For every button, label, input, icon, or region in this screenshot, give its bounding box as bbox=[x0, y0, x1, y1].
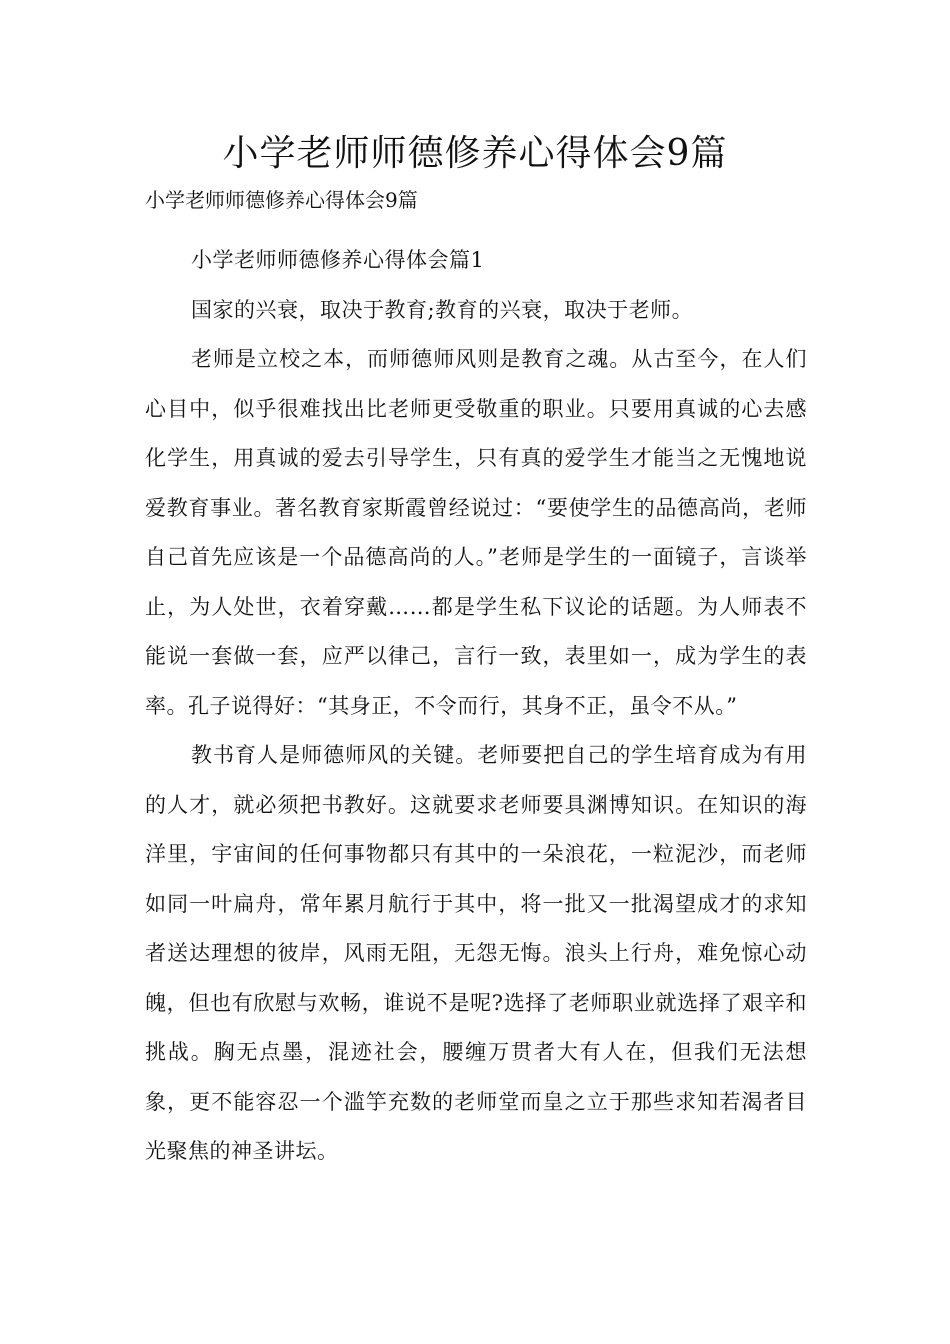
document-title: 小学老师师德修养心得体会9篇 bbox=[222, 133, 728, 174]
document-subtitle: 小学老师师德修养心得体会9篇 bbox=[145, 188, 418, 212]
section-heading: 小学老师师德修养心得体会篇1 bbox=[191, 248, 485, 272]
paragraph-intro: 国家的兴衰，取决于教育;教育的兴衰，取决于老师。 bbox=[191, 297, 694, 322]
document-body bbox=[145, 236, 807, 1177]
paragraph-teaching-key: 教书育人是师德师风的关键。老师要把自己的学生培育成为有用的人才，就必须把书教好。这就要求老师要具渊博知识。在知识的海洋里，宇宙间的任何事物都只有其中的一朵浪花，一粒泥沙，而老师如同一叶扁舟，常年累月航行于其中，将一批又一批渴望成才的求知者送达理想的彼岸，风雨无阻，无怨无悔。浪头上行舟，难免惊心动魄，但也有欣慰与欢畅，谁说不是呢?选择了老师职业就选择了艰辛和挑战。胸无点墨，混迹社会，腰缠万贯者大有人在，但我们无法想象，更不能容忍一个滥竽充数的老师堂而皇之立于那些求知若渴者目光聚焦的神圣讲坛。 bbox=[145, 743, 807, 1163]
paragraph-teacher-foundation: 老师是立校之本，而师德师风则是教育之魂。从古至今，在人们心目中，似乎很难找出比老师更受敬重的职业。只要用真诚的心去感化学生，用真诚的爱去引导学生，只有真的爱学生才能当之无愧地说爱教育事业。著名教育家斯霞曾经说过：“要使学生的品德高尚，老师自己首先应该是一个品德高尚的人。”老师是学生的一面镜子，言谈举止，为人处世，衣着穿戴……都是学生私下议论的话题。为人师表不能说一套做一套，应严以律己，言行一致，表里如一，成为学生的表率。孔子说得好：“其身正，不令而行，其身不正，虽令不从。” bbox=[145, 347, 807, 718]
